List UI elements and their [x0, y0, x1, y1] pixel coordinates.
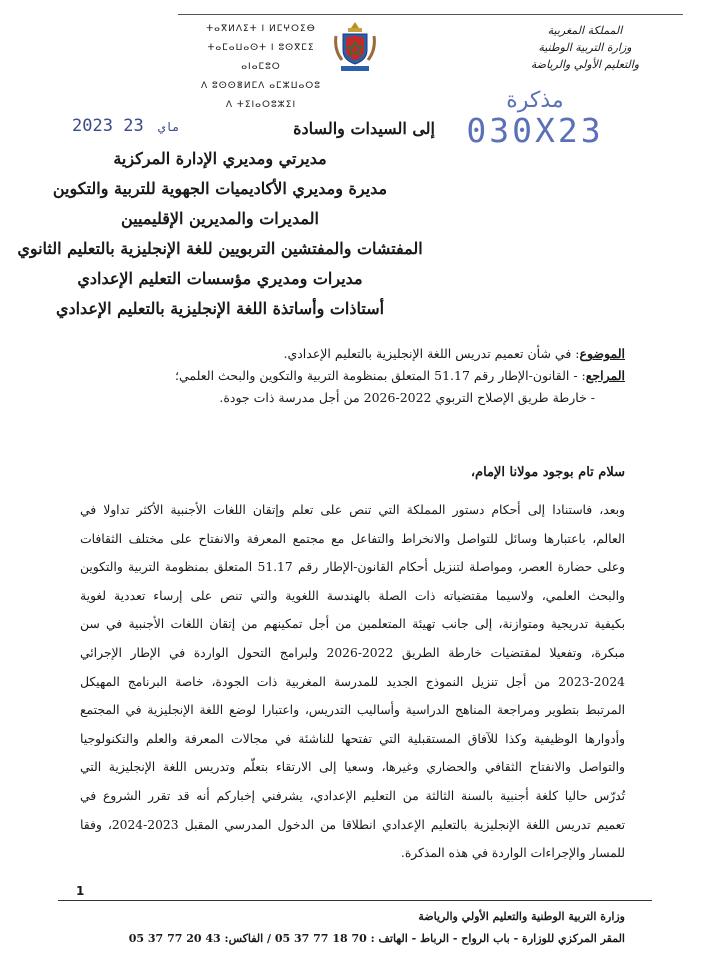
- body-line: والتواصل والانفتاح الثقافي والحضاري وغيرها، وسعيا إلى الارتقاء بتعلّم وتدريس اللغة الإنجليزية التي: [80, 760, 625, 775]
- subject-label: الموضوع: [579, 346, 625, 361]
- subject-line: [65, 343, 625, 365]
- body-line: 2023-2024 من أجل تنزيل النموذج الجديد للمدرسة المغربية ذات الجودة، خاصة البرنامج المهيكل: [80, 674, 625, 689]
- addressee-line: المفتشات والمفتشين التربويين للغة الإنجليزية بالتعليم الثانوي: [17, 239, 423, 258]
- header-arabic: [495, 22, 675, 73]
- kingdom-name: المملكة المغربية: [547, 24, 623, 37]
- addressee-line: مديرتي ومديري الإدارة المركزية: [113, 149, 327, 168]
- memo-word: مذكرة: [506, 88, 564, 113]
- reference-line: [65, 365, 625, 387]
- body-line: تعميم تدريس اللغة الإنجليزية بالتعليم الإعدادي انطلاقا من الدخول المدرسي المقبل 2023-2024، وفقا: [80, 817, 625, 832]
- body-line: تُدرّس حاليا كلغة أجنبية بالسنة الثالثة من التعليم الإعدادي، يشرفني إخباركم أنه قد تقرر الشروع في: [80, 788, 625, 803]
- body-line: وأدوارها الوظيفية وكذا للآفاق المستقبلية التي تفتحها للناشئة في مجالات المعرفة والعلم والتكنولوجيا: [80, 731, 625, 746]
- memo-number: 030X23: [466, 111, 604, 150]
- footer-ministry: وزارة التربية الوطنية والتعليم الأولي والرياضة: [418, 910, 625, 923]
- reference-item-1: : - القانون-الإطار رقم 51.17 المتعلق بمنظومة التربية والتكوين والبحث العلمي؛: [174, 368, 586, 383]
- coat-of-arms-icon: [333, 20, 377, 74]
- ministry-name-line-2: والتعليم الأولي والرياضة: [530, 58, 640, 71]
- body-line: مبكرة، وتفعيلا لمقتضيات خارطة الطريق 2022-2026 ولبرامج التحول الواردة في الإطار الإجرائي: [80, 645, 625, 660]
- reference-item-2: - خارطة طريق الإصلاح التربوي 2022-2026 من أجل مدرسة ذات جودة.: [219, 390, 595, 405]
- body-line: والبحث العلمي، ولاسيما مقتضياته ذات الصلة بالهندسة اللغوية والتي تنص على إرساء تعددية لغوية: [80, 588, 625, 603]
- memo-stamp: [460, 88, 610, 150]
- body-text: [80, 496, 625, 868]
- ministry-name-line-1: وزارة التربية الوطنية: [538, 41, 632, 54]
- addressee-line: مديرات ومديري مؤسسات التعليم الإعدادي: [77, 269, 363, 288]
- addressee-line: إلى السيدات والسادة: [293, 119, 435, 138]
- footer-rule: [58, 900, 652, 901]
- page-number: 1: [76, 884, 85, 898]
- addressee-block: [5, 114, 435, 324]
- addressee-line: المديرات والمديرين الإقليميين: [121, 209, 319, 228]
- date-month: ماي: [157, 120, 180, 134]
- tifinagh-line-2: ⵜⴰⵎⴰⵡⴰⵙⵜ ⵏ ⵓⵙⴳⵎⵉ ⴰⵏⴰⵎⵓⵔ: [207, 43, 315, 72]
- subject-text: : في شأن تعميم تدريس اللغة الإنجليزية بالتعليم الإعدادي.: [283, 346, 580, 361]
- footer-address: المقر المركزي للوزارة - باب الرواح - الرباط - الهاتف : 70 18 77 37 05 / الفاكس: 43 20 77 37 05: [128, 932, 625, 945]
- body-line: المرتبط بتطوير ومراجعة المناهج الدراسية وأساليب التدريس، واعتبارا لوضع اللغة الإنجليزية في المجتمع: [80, 703, 625, 718]
- header-tifinagh: [196, 20, 326, 115]
- tifinagh-line-1: ⵜⴰⴳⵍⴷⵉⵜ ⵏ ⵍⵎⵖⵔⵉⴱ: [206, 24, 316, 34]
- body-line: للمسار والإجراءات الواردة في هذه المذكرة.: [400, 846, 625, 861]
- greeting: سلام تام بوجود مولانا الإمام،: [470, 465, 625, 480]
- subject-references: [65, 343, 625, 409]
- tifinagh-line-3: ⴷ ⵓⵙⵙⴻⵍⵎⴷ ⴰⵎⵣⵡⴰⵔⵓ ⴷ ⵜⵉⵏⴰⵔⵓⵣⵉⵏ: [201, 81, 321, 110]
- body-line: بكيفية تدريجية ومتوازنة، إلى جانب تهيئة المتعلمين من أجل تمكينهم من إتقان اللغات الأجنبية في سن: [80, 617, 625, 632]
- body-line: وعلى حضارة العصر، ومواصلة لتنزيل أحكام القانون-الإطار رقم 51.17 المتعلق بمنظومة التربية والتكوين: [80, 560, 625, 575]
- footer: [25, 906, 625, 950]
- addressee-line: أستاذات وأساتذة اللغة الإنجليزية بالتعليم الإعدادي: [55, 299, 385, 318]
- date-year: 2023: [72, 116, 113, 136]
- addressee-line: مديرة ومديري الأكاديميات الجهوية للتربية والتكوين: [52, 179, 388, 198]
- references-label: المراجع: [585, 368, 625, 383]
- date-day: 23: [123, 116, 144, 136]
- body-line: العالم، باعتبارها وسائل للتواصل والانخراط والتفاعل مع مجتمع المعرفة والانفتاح على مختلف الثقافات: [80, 531, 625, 546]
- body-line: وبعد، فاستنادا إلى أحكام دستور المملكة التي تنص على تعلم وإتقان اللغات الأجنبية الأكثر تداولا في: [80, 503, 625, 517]
- header-rule: [178, 14, 683, 15]
